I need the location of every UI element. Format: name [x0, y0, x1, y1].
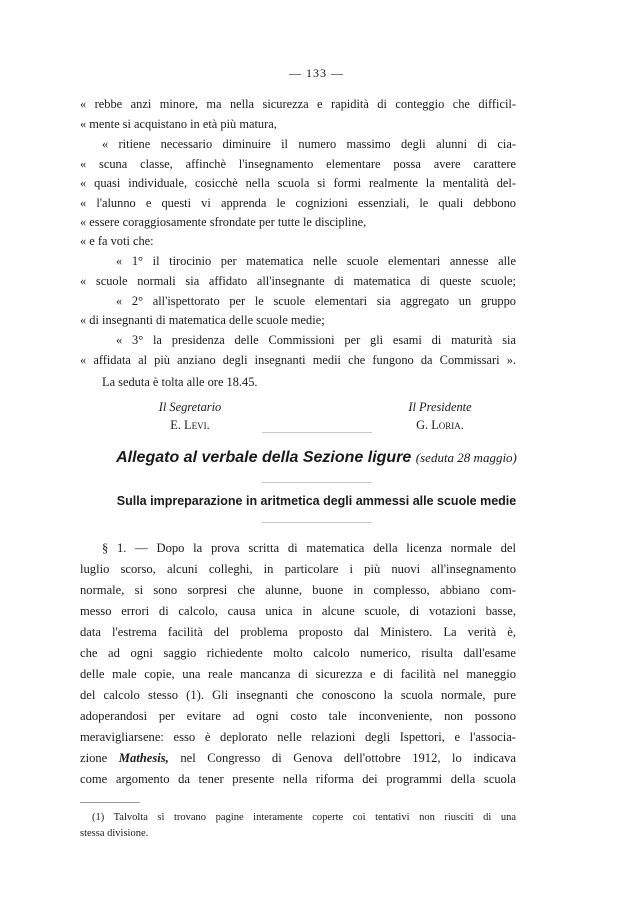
footnote-line: (1) Talvolta si trovano pagine interamente coperte coi tentativi non riusciti di una	[92, 812, 516, 823]
text-line: « ritiene necessario diminuire il numero massimo degli alunni di cia-	[102, 137, 516, 151]
secretary-role: Il Segretario	[158, 400, 222, 414]
body-line: normale, si sono sorpresi che alunne, buone in complesso, abbiano com-	[80, 583, 516, 597]
divider	[262, 522, 372, 523]
body-line: delle male copie, una reale mancanza di sicurezza e di facilità nel maneggio	[80, 667, 516, 681]
text-line: « l'alunno e questi vi apprenda le cognizioni essenziali, le quali debbono	[80, 196, 516, 210]
body-line: luglio scorso, alcuni colleghi, in particolare i più nuovi all'insegnamento	[80, 562, 516, 576]
divider	[262, 432, 372, 433]
body-line: come argomento da tener presente nella riforma dei programmi della scuola	[80, 772, 516, 786]
body-line: meravigliarsene: esso è deplorato nelle relazioni degli Ispettori, e l'associa-	[80, 730, 516, 744]
text-line: « rebbe anzi minore, ma nella sicurezza e rapidità di conteggio che difficil-	[80, 97, 516, 111]
president-signature	[370, 398, 510, 434]
text-line: « di insegnanti di matematica delle scuole medie;	[80, 313, 325, 327]
body-line: data l'estrema facilità del problema proposto dal Ministero. La verità è,	[80, 625, 516, 639]
text-line: « scuole normali sia affidato all'insegnante di matematica di queste scuole;	[80, 274, 516, 288]
body-line: che ad ogni saggio richiedente molto calcolo numerico, risulta dall'esame	[80, 646, 516, 660]
body-line: adoperandosi per evitare ad ogni costo tale inconveniente, non possono	[80, 709, 516, 723]
president-name: G. Loria.	[416, 418, 464, 432]
secretary-name: E. Levi.	[170, 418, 210, 432]
body-line: § 1. — Dopo la prova scritta di matematica della licenza normale del	[102, 541, 516, 555]
text-line: « e fa voti che:	[80, 234, 154, 248]
section-title	[0, 449, 633, 467]
text-line: « 2° all'ispettorato per le scuole elementari sia aggregato un gruppo	[116, 294, 516, 308]
text-line: « essere coraggiosamente sfrondate per tutte le discipline,	[80, 215, 367, 229]
footnote-line: stessa divisione.	[80, 828, 149, 839]
secretary-signature	[120, 398, 260, 434]
mathesis-name: Mathesis,	[118, 751, 169, 765]
section-title-main: Allegato al verbale della Sezione ligure	[116, 449, 412, 466]
text-line: « mente si acquistano in età più matura,	[80, 117, 277, 131]
body-line	[80, 748, 516, 769]
president-role: Il Presidente	[408, 400, 472, 414]
section-title-date: (seduta 28 maggio)	[415, 450, 517, 465]
text-line: « affidata al più anziano degli insegnanti medii che fungono da Commissari ».	[80, 353, 516, 367]
body-text: nel Congresso di Genova dell'ottobre 1912, lo indicava	[180, 751, 516, 765]
page-number: — 133 —	[289, 66, 344, 80]
section-subtitle: Sulla impreparazione in aritmetica degli ammessi alle scuole medie	[116, 494, 517, 508]
closing-line: La seduta è tolta alle ore 18.45.	[102, 375, 258, 389]
text-line: « 1° il tirocinio per matematica nelle scuole elementari annesse alle	[116, 254, 516, 268]
text-line: « scuna classe, affinchè l'insegnamento elementare possa avere carattere	[80, 157, 516, 171]
text-line: « 3° la presidenza delle Commissioni per gli esami di maturità sia	[116, 333, 516, 347]
body-line: del calcolo stesso (1). Gli insegnanti che conoscono la scuola normale, pure	[80, 688, 516, 702]
body-line: messo errori di calcolo, causa unica in alcune scuole, di votazioni basse,	[80, 604, 516, 618]
footnote-rule	[80, 802, 140, 803]
text-line: « quasi individuale, cosicchè nella scuola si formi realmente la mentalità del-	[80, 176, 516, 190]
divider	[262, 482, 372, 483]
body-text: zione	[80, 751, 108, 765]
